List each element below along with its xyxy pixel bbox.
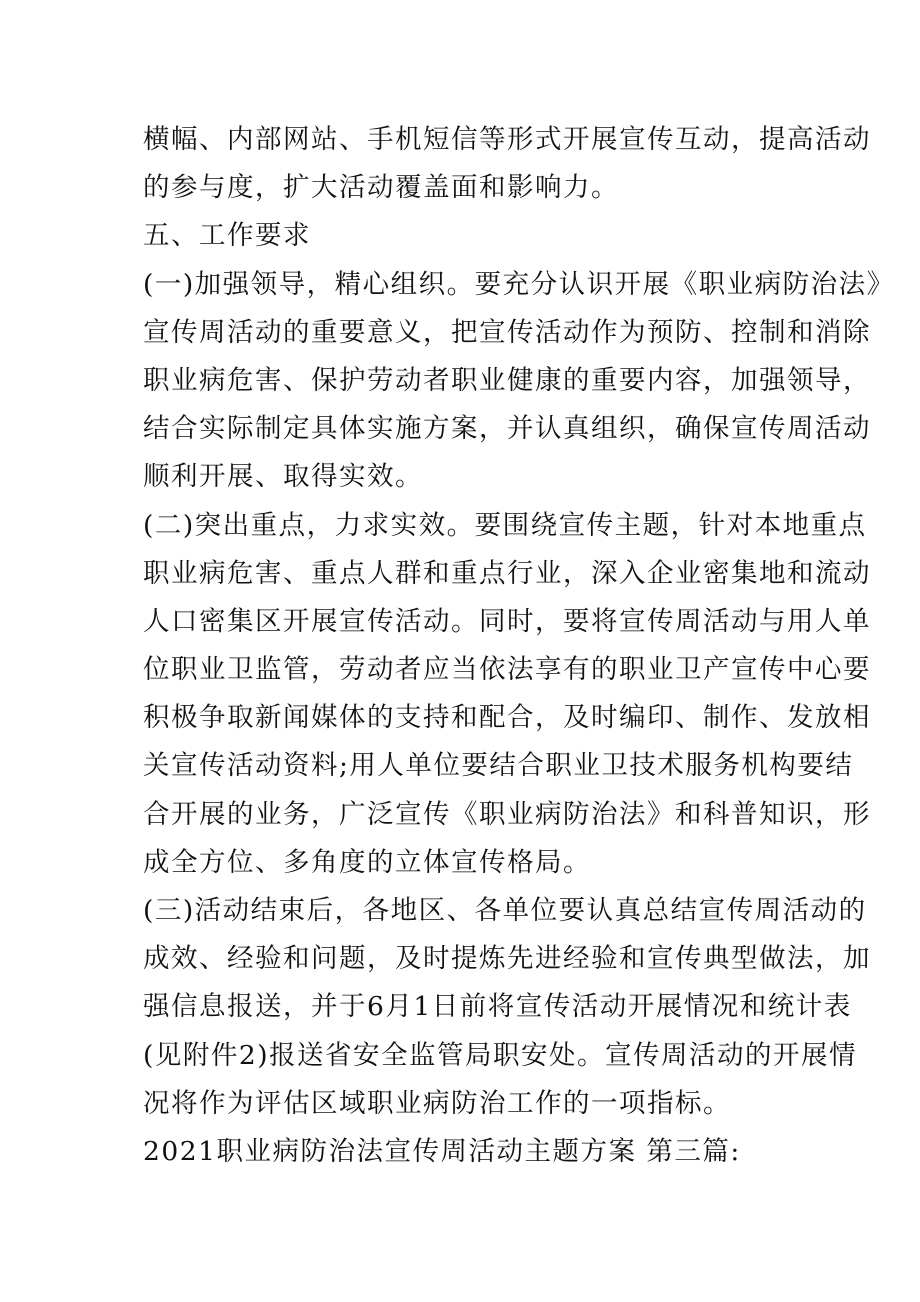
text-line: 关宣传活动资料;用人单位要结合职业卫技术服务机构要结 (143, 750, 854, 782)
text-line: 职业病危害、保护劳动者职业健康的重要内容，加强领导， (143, 364, 871, 396)
text-line: (一)加强领导，精心组织。要充分认识开展《职业病防治法》 (143, 268, 895, 300)
text-line: 职业病危害、重点人群和重点行业，深入企业密集地和流动 (143, 557, 871, 589)
text-line: 位职业卫监管，劳动者应当依法享有的职业卫产宣传中心要 (143, 654, 871, 686)
text-line: 合开展的业务，广泛宣传《职业病防治法》和科普知识，形 (143, 798, 871, 830)
section-heading: 五、工作要求 (143, 220, 311, 252)
document-body (143, 116, 895, 1176)
text-line: 强信息报送，并于6月1日前将宣传活动开展情况和统计表 (143, 991, 852, 1023)
text-line: 成效、经验和问题，及时提炼先进经验和宣传典型做法，加 (143, 943, 871, 975)
section-title: 2021职业病防治法宣传周活动主题方案 第三篇: (143, 1135, 741, 1167)
text-line: (见附件2)报送省安全监管局职安处。宣传周活动的开展情 (143, 1039, 858, 1071)
text-line: 成全方位、多角度的立体宣传格局。 (143, 846, 591, 878)
text-line: 横幅、内部网站、手机短信等形式开展宣传互动，提高活动 (143, 124, 871, 155)
text-line: (三)活动结束后，各地区、各单位要认真总结宣传周活动的 (143, 895, 867, 926)
text-line: 积极争取新闻媒体的支持和配合，及时编印、制作、发放相 (143, 702, 871, 734)
text-line: (二)突出重点，力求实效。要围绕宣传主题，针对本地重点 (143, 509, 867, 541)
text-line: 况将作为评估区域职业病防治工作的一项指标。 (143, 1087, 731, 1119)
text-line: 宣传周活动的重要意义，把宣传活动作为预防、控制和消除 (143, 316, 871, 348)
text-line: 人口密集区开展宣传活动。同时，要将宣传周活动与用人单 (143, 605, 871, 637)
text-line: 顺利开展、取得实效。 (143, 461, 423, 493)
text-line: 的参与度，扩大活动覆盖面和影响力。 (143, 172, 619, 204)
text-line: 结合实际制定具体实施方案，并认真组织，确保宣传周活动 (143, 413, 871, 445)
